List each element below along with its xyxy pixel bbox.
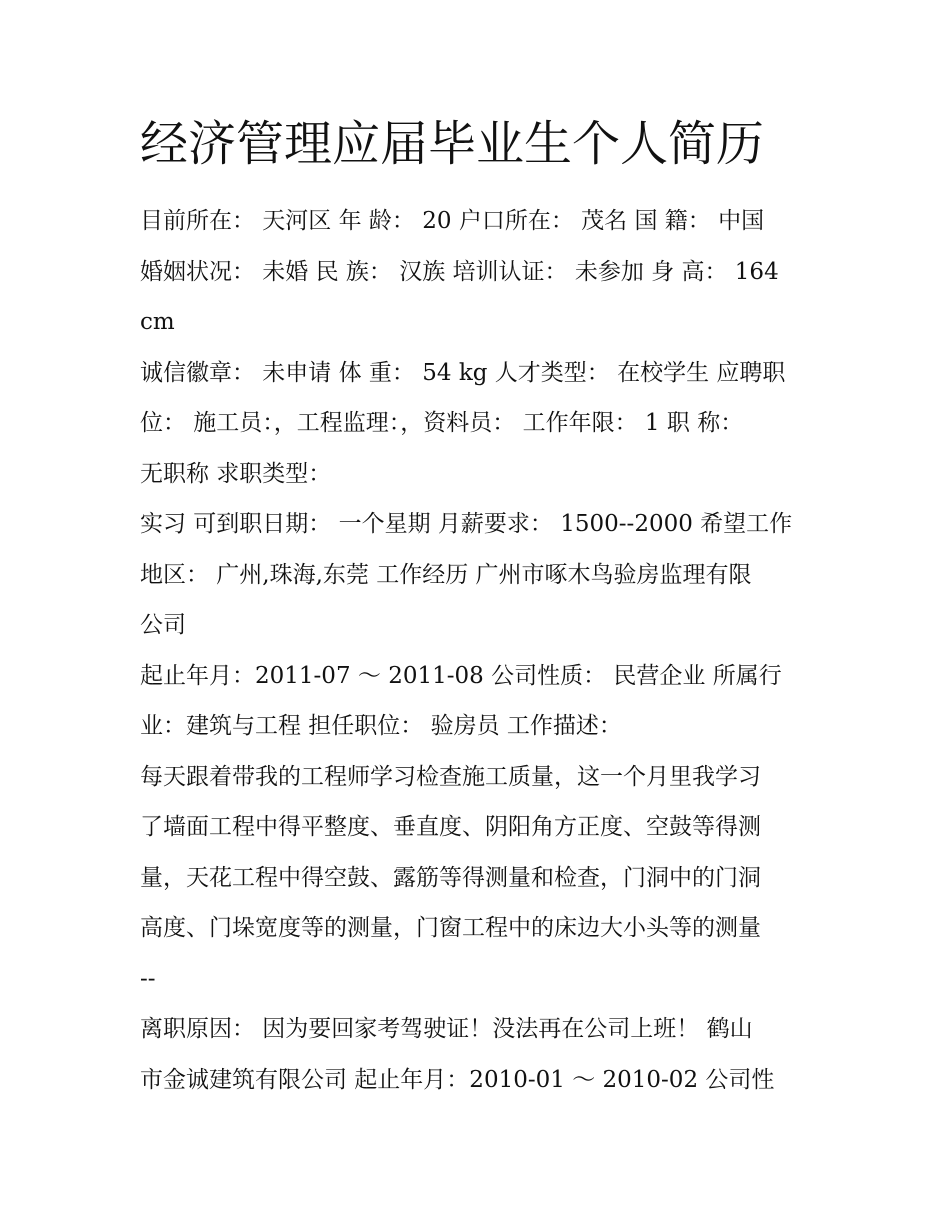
text-line: 公司 <box>140 612 186 638</box>
text-line: 实习 可到职日期： 一个星期 月薪要求： 1500--2000 希望工作 <box>140 511 793 537</box>
text-line: 每天跟着带我的工程师学习检查施工质量，这一个月里我学习 <box>140 763 761 790</box>
text-line: 离职原因： 因为要回家考驾驶证！没法再在公司上班！ 鹤山 <box>140 1016 753 1042</box>
text-line: 地区： 广州,珠海,东莞 工作经历 广州市啄木鸟验房监理有限 <box>140 561 752 588</box>
text-line: 量，天花工程中得空鼓、露筋等得测量和检查，门洞中的门洞 <box>140 864 761 891</box>
document-body <box>140 196 812 1105</box>
text-line: 无职称 求职类型： <box>140 460 332 487</box>
text-line: -- <box>140 965 156 992</box>
text-line: 目前所在： 天河区 年 龄： 20 户口所在： 茂名 国 籍： 中国 <box>140 208 765 234</box>
text-line: 了墙面工程中得平整度、垂直度、阴阳角方正度、空鼓等得测 <box>140 814 761 840</box>
document-title: 经济管理应届毕业生个人简历 <box>140 116 765 172</box>
text-line: 婚姻状况： 未婚 民 族： 汉族 培训认证： 未参加 身 高： 164 <box>140 258 779 285</box>
text-line: cm <box>140 309 175 335</box>
text-line: 起止年月：2011-07 ～ 2011-08 公司性质： 民营企业 所属行 <box>140 662 782 689</box>
text-line: 位： 施工员：，工程监理：，资料员： 工作年限： 1 职 称： <box>140 410 744 436</box>
text-line: 诚信徽章： 未申请 体 重： 54 kg 人才类型： 在校学生 应聘职 <box>140 359 786 386</box>
text-line: 业：建筑与工程 担任职位： 验房员 工作描述： <box>140 713 622 739</box>
text-line: 高度、门垛宽度等的测量，门窗工程中的床边大小头等的测量 <box>140 915 761 941</box>
text-line: 市金诚建筑有限公司 起止年月：2010-01 ～ 2010-02 公司性 <box>140 1066 775 1093</box>
